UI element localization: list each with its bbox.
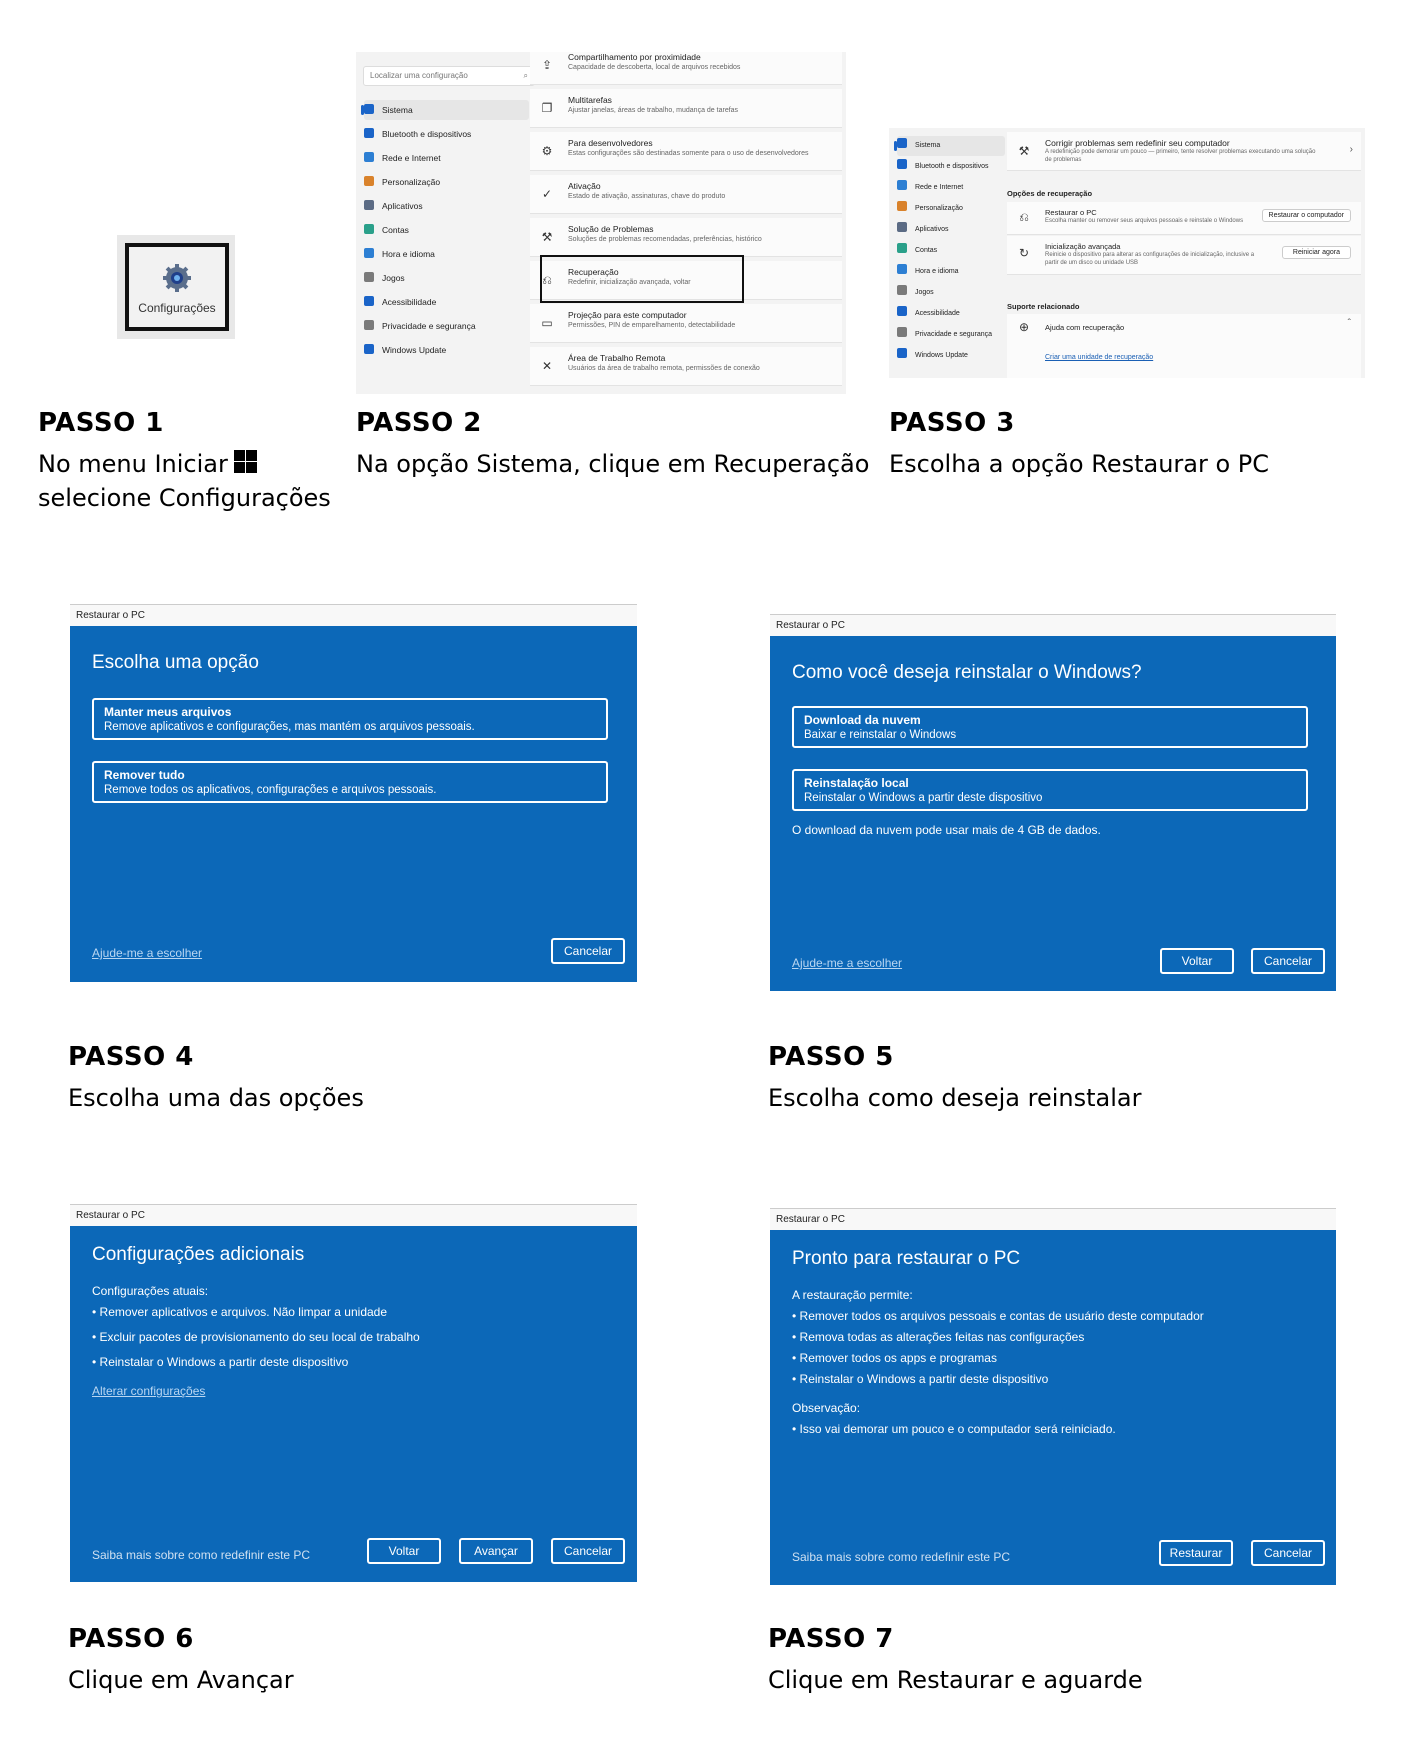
recovery-highlight-box — [540, 255, 744, 303]
dialog-body — [70, 1226, 637, 1582]
sidebar-item-label: Personalização — [382, 177, 441, 187]
reset-pc-button[interactable]: Restaurar o computador — [1262, 209, 1351, 222]
create-recovery-drive-link[interactable]: Criar uma unidade de recuperação — [1045, 354, 1154, 361]
sidebar-item[interactable] — [897, 199, 1005, 219]
advanced-startup-card — [1007, 236, 1361, 275]
sidebar-item-label: Bluetooth e dispositivos — [915, 163, 989, 170]
nav-icon — [364, 128, 374, 138]
nav-icon — [364, 224, 374, 234]
keep-files-sub: Remove aplicativos e configurações, mas mantém os arquivos pessoais. — [104, 721, 475, 733]
sidebar-item-label: Personalização — [915, 205, 963, 212]
sidebar-item[interactable] — [897, 346, 1005, 366]
card-subtitle: Estado de ativação, assinaturas, chave do produto — [568, 193, 726, 200]
settings-recovery-screenshot — [889, 128, 1365, 378]
dialog-body — [70, 626, 637, 982]
list-item: • Excluir pacotes de provisionamento do seu local de trabalho — [92, 1330, 420, 1344]
card-title: Ativação — [568, 181, 601, 191]
card-icon: ⚒ — [541, 230, 553, 244]
nav-icon — [364, 320, 374, 330]
sidebar-item[interactable] — [364, 124, 471, 144]
sidebar-item[interactable] — [364, 172, 440, 192]
sidebar-item[interactable] — [897, 136, 1005, 156]
adv-sub2: partir de um disco ou unidade USB — [1045, 260, 1139, 266]
sidebar-item-label: Contas — [382, 225, 409, 235]
recovery-options-header: Opções de recuperação — [1007, 189, 1093, 198]
card-title: Para desenvolvedores — [568, 138, 653, 148]
settings-tile-highlight — [125, 243, 229, 331]
step4-desc: Escolha uma das opções — [68, 1084, 364, 1112]
sidebar-item-label: Bluetooth e dispositivos — [382, 129, 472, 139]
nav-icon — [364, 248, 374, 258]
nav-icon — [364, 272, 374, 282]
nav-icon — [364, 104, 374, 114]
change-settings-link[interactable]: Alterar configurações — [92, 1384, 206, 1398]
note-label: Observação: — [792, 1401, 861, 1415]
sidebar-item-label: Acessibilidade — [382, 297, 437, 307]
card-subtitle: Capacidade de descoberta, local de arquivos recebidos — [568, 64, 741, 71]
remove-everything-option[interactable] — [92, 761, 608, 803]
list-item: • Remover aplicativos e arquivos. Não limpar a unidade — [92, 1305, 388, 1319]
sidebar-item[interactable] — [364, 244, 435, 264]
dialog-choose-option — [70, 604, 637, 982]
step5-desc: Escolha como deseja reinstalar — [768, 1084, 1142, 1112]
card-title: Projeção para este computador — [568, 310, 687, 320]
card-icon: ❐ — [541, 101, 553, 115]
card-subtitle: Redefinir, inicialização avançada, voltar — [568, 279, 691, 286]
local-reinstall-title: Reinstalação local — [804, 776, 909, 790]
remove-everything-title: Remover tudo — [104, 768, 185, 782]
sidebar-item-label: Acessibilidade — [915, 310, 960, 317]
keep-files-option[interactable] — [92, 698, 608, 740]
sidebar-item-label: Aplicativos — [382, 201, 423, 211]
step3-title: PASSO 3 — [889, 408, 1015, 438]
dialog-body — [770, 636, 1336, 991]
dialog-reinstall-method — [770, 614, 1336, 991]
settings-tile-label: Configurações — [138, 301, 216, 315]
fix-sub2: de problemas — [1045, 157, 1082, 163]
step1-title: PASSO 1 — [38, 408, 164, 438]
nav-icon — [897, 159, 907, 169]
nav-icon — [364, 152, 374, 162]
nav-icon — [897, 285, 907, 295]
card-title: Recuperação — [568, 267, 619, 277]
sidebar-item[interactable] — [364, 268, 405, 288]
current-settings-label: Configurações atuais: — [92, 1284, 209, 1298]
card-title: Multitarefas — [568, 95, 612, 105]
card-subtitle: Usuários da área de trabalho remota, permissões de conexão — [568, 365, 760, 372]
step6-desc: Clique em Avançar — [68, 1666, 294, 1694]
cancel-button[interactable]: Cancelar — [551, 1538, 625, 1564]
list-item: • Reinstalar o Windows a partir deste dispositivo — [92, 1355, 349, 1369]
learn-more-text: Saiba mais sobre como redefinir este PC — [792, 1550, 1011, 1564]
keep-files-title: Manter meus arquivos — [104, 705, 232, 719]
sidebar-item-label: Aplicativos — [915, 226, 949, 233]
sidebar-item-label: Windows Update — [382, 345, 447, 355]
local-reinstall-option[interactable] — [792, 769, 1308, 811]
reset-sub: Escolha manter ou remover seus arquivos pessoais e reinstale o Windows — [1045, 218, 1244, 224]
step2-desc: Na opção Sistema, clique em Recuperação — [356, 450, 870, 478]
local-reinstall-sub: Reinstalar o Windows a partir deste dispositivo — [804, 792, 1043, 804]
recovery-help-card[interactable] — [1007, 314, 1361, 378]
settings-card[interactable] — [530, 304, 842, 343]
dialog-heading: Escolha uma opção — [92, 652, 259, 673]
windows-logo-icon — [234, 450, 258, 474]
dialog-additional-settings — [70, 1204, 637, 1582]
card-icon: ▭ — [541, 316, 553, 330]
cancel-button[interactable]: Cancelar — [1251, 948, 1325, 974]
settings-card[interactable] — [530, 347, 842, 386]
sidebar-item[interactable] — [897, 157, 1005, 177]
step4-title: PASSO 4 — [68, 1042, 194, 1072]
nav-icon — [897, 222, 907, 232]
dialog-ready-to-reset — [770, 1208, 1336, 1585]
sidebar-item[interactable] — [364, 100, 529, 120]
nav-icon — [364, 176, 374, 186]
reset-allows-label: A restauração permite: — [792, 1288, 913, 1302]
sidebar-item[interactable] — [897, 178, 1005, 198]
list-item: • Remover todos os apps e programas — [792, 1351, 997, 1365]
nav-icon — [364, 200, 374, 210]
nav-icon — [897, 201, 907, 211]
fix-title: Corrigir problemas sem redefinir seu computador — [1045, 138, 1230, 148]
sidebar-item-label: Privacidade e segurança — [382, 321, 476, 331]
sidebar-item-label: Hora e idioma — [382, 249, 435, 259]
back-button[interactable]: Voltar — [367, 1538, 441, 1564]
card-icon: ⚙ — [541, 144, 553, 158]
reset-icon: ⎌ — [1019, 210, 1029, 224]
dialog-titlebar: Restaurar o PC — [70, 1204, 637, 1227]
related-support-header: Suporte relacionado — [1007, 302, 1080, 311]
settings-card[interactable] — [530, 52, 842, 85]
list-item: • Remover todos os arquivos pessoais e contas de usuário deste computador — [792, 1309, 1204, 1323]
settings-card[interactable] — [530, 89, 842, 128]
search-input[interactable]: Localizar uma configuração ⌕ — [363, 66, 535, 86]
settings-card[interactable] — [530, 132, 842, 171]
sidebar-item-label: Jogos — [915, 289, 934, 296]
dialog-titlebar: Restaurar o PC — [70, 604, 637, 627]
sidebar-item[interactable] — [897, 220, 1005, 240]
step1-desc — [38, 447, 331, 515]
search-icon: ⌕ — [523, 71, 528, 80]
next-button[interactable]: Avançar — [459, 1538, 533, 1564]
chevron-up-icon: ˆ — [1347, 318, 1351, 329]
nav-icon — [897, 180, 907, 190]
remove-everything-sub: Remove todos os aplicativos, configurações e arquivos pessoais. — [104, 784, 437, 796]
dialog-heading: Configurações adicionais — [92, 1244, 305, 1265]
gear-icon — [162, 263, 192, 293]
reset-pc-card — [1007, 202, 1361, 235]
sidebar-item-label: Rede e Internet — [915, 184, 964, 191]
nav-icon — [897, 306, 907, 316]
list-item: • Remova todas as alterações feitas nas configurações — [792, 1330, 1085, 1344]
sidebar-item[interactable] — [364, 316, 476, 336]
step5-title: PASSO 5 — [768, 1042, 894, 1072]
step6-title: PASSO 6 — [68, 1624, 194, 1654]
sidebar-item[interactable] — [364, 292, 436, 312]
card-icon: ⇪ — [541, 58, 553, 72]
sidebar-item-label: Jogos — [382, 273, 405, 283]
adv-title: Inicialização avançada — [1045, 242, 1121, 251]
dialog-titlebar: Restaurar o PC — [770, 1208, 1336, 1231]
back-button[interactable]: Voltar — [1160, 948, 1234, 974]
fix-sub1: A redefinição pode demorar um pouco — primeiro, tente resolver problemas executando uma solução — [1045, 149, 1316, 155]
sidebar-item[interactable] — [364, 340, 446, 360]
card-subtitle: Ajustar janelas, áreas de trabalho, mudança de tarefas — [568, 107, 739, 114]
wrench-icon: ⚒ — [1018, 144, 1030, 158]
step1-desc-line1: No menu Iniciar — [38, 450, 228, 478]
card-title: Solução de Problemas — [568, 224, 654, 234]
card-subtitle: Estas configurações são destinadas somente para o uso de desenvolvedores — [568, 150, 809, 157]
card-icon: ✕ — [541, 359, 553, 373]
sidebar-item-label: Sistema — [382, 105, 413, 115]
settings-card[interactable] — [530, 218, 842, 257]
restore-button[interactable]: Restaurar — [1159, 1540, 1233, 1566]
card-icon: ⎌ — [542, 273, 552, 287]
card-title: Área de Trabalho Remota — [568, 353, 666, 363]
dialog-heading: Como você deseja reinstalar o Windows? — [792, 662, 1142, 683]
dialog-body — [770, 1230, 1336, 1585]
sidebar-item-label: Rede e Internet — [382, 153, 441, 163]
step2-title: PASSO 2 — [356, 408, 482, 438]
card-icon: ✓ — [541, 187, 553, 201]
chevron-right-icon: › — [1349, 144, 1353, 155]
nav-icon — [897, 243, 907, 253]
nav-icon — [897, 138, 907, 148]
nav-icon — [897, 327, 907, 337]
nav-icon — [897, 348, 907, 358]
cancel-button[interactable]: Cancelar — [551, 938, 625, 964]
card-subtitle: Permissões, PIN de emparelhamento, detectabilidade — [568, 322, 736, 329]
sidebar-item[interactable] — [897, 262, 1005, 282]
fix-problems-card[interactable] — [1007, 132, 1361, 171]
dialog-titlebar: Restaurar o PC — [770, 614, 1336, 637]
settings-system-screenshot — [356, 52, 846, 394]
nav-icon — [364, 344, 374, 354]
nav-icon — [897, 264, 907, 274]
help-me-choose-link[interactable]: Ajude-me a escolher — [92, 946, 203, 960]
card-subtitle: Soluções de problemas recomendadas, preferências, histórico — [568, 236, 762, 243]
sidebar-item-label: Hora e idioma — [915, 268, 959, 275]
help-me-choose-link[interactable]: Ajude-me a escolher — [792, 956, 903, 970]
globe-icon: ⊕ — [1018, 320, 1030, 334]
sidebar-item[interactable] — [897, 304, 1005, 324]
step7-desc: Clique em Restaurar e aguarde — [768, 1666, 1143, 1694]
list-item: • Reinstalar o Windows a partir deste dispositivo — [792, 1372, 1049, 1386]
cloud-download-option[interactable] — [792, 706, 1308, 748]
card-title: Compartilhamento por proximidade — [568, 52, 701, 62]
sidebar-item[interactable] — [364, 220, 409, 240]
learn-more-text: Saiba mais sobre como redefinir este PC — [92, 1548, 311, 1562]
sidebar-item-label: Privacidade e segurança — [915, 331, 993, 338]
sidebar-item[interactable] — [897, 241, 1005, 261]
step7-title: PASSO 7 — [768, 1624, 894, 1654]
sidebar-item-label: Windows Update — [915, 352, 968, 359]
restart-now-button[interactable]: Reiniciar agora — [1282, 246, 1351, 259]
reset-title: Restaurar o PC — [1045, 208, 1097, 217]
adv-sub1: Reinicie o dispositivo para alterar as configurações de inicialização, inclusive a — [1045, 252, 1255, 258]
settings-card[interactable] — [530, 175, 842, 214]
step3-desc: Escolha a opção Restaurar o PC — [889, 450, 1270, 478]
sidebar-item[interactable] — [897, 325, 1005, 345]
sidebar-item-label: Contas — [915, 247, 938, 254]
dialog-heading: Pronto para restaurar o PC — [792, 1248, 1021, 1269]
cancel-button[interactable]: Cancelar — [1251, 1540, 1325, 1566]
sidebar-item-label: Sistema — [915, 142, 941, 149]
help-title: Ajuda com recuperação — [1045, 323, 1125, 332]
settings-app-tile[interactable] — [117, 235, 235, 339]
advanced-startup-icon: ↻ — [1018, 246, 1030, 260]
sidebar-item[interactable] — [897, 283, 1005, 303]
sidebar-item[interactable] — [364, 148, 441, 168]
step1-desc-line2: selecione Configurações — [38, 484, 331, 512]
cloud-download-sub: Baixar e reinstalar o Windows — [804, 729, 957, 741]
list-item: • Isso vai demorar um pouco e o computador será reiniciado. — [792, 1422, 1116, 1436]
cloud-data-note: O download da nuvem pode usar mais de 4 GB de dados. — [792, 823, 1101, 837]
sidebar-item[interactable] — [364, 196, 423, 216]
cloud-download-title: Download da nuvem — [804, 713, 921, 727]
nav-icon — [364, 296, 374, 306]
